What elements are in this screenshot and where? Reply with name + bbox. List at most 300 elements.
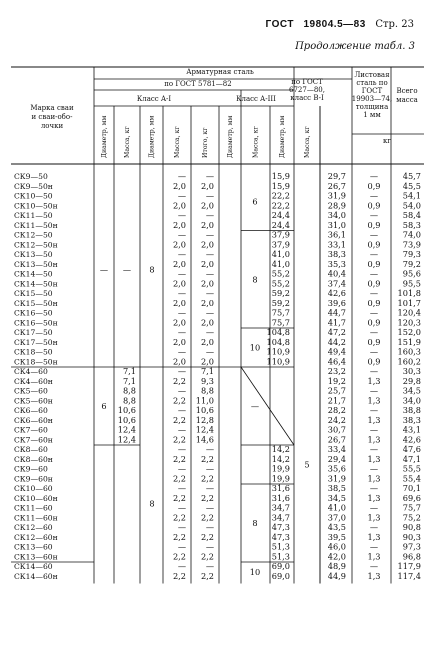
table-cell: 69,6 [402,492,421,503]
vertical-col-header: Масса, кг [252,126,260,158]
table-cell: 160,2 [397,356,421,367]
table-cell: 2,0 [200,336,214,347]
table-cell: 47,2 [327,327,346,337]
row-mark: СК14—50 [14,269,53,279]
table-cell: 42,6 [402,434,421,445]
table-cell: 30,3 [402,366,421,376]
table-cell: 42,6 [327,288,346,298]
sheet-header: Листовая [354,71,390,79]
table-cell: 43,5 [327,522,346,532]
table-cell: — [205,502,214,513]
a1-diam-g1: — [99,264,109,275]
sheet-header: ГОСТ [361,87,383,95]
table-cell: — [177,171,186,181]
table-cell: — [369,307,379,318]
table-cell: 0,9 [367,336,381,347]
table-cell: 95,5 [402,278,421,289]
table-cell: 10,6 [117,414,136,425]
table-cell: 1,3 [367,473,381,484]
table-cell: 34,5 [327,492,346,503]
table-cell: 0,9 [367,356,381,367]
table-cell: 12,4 [117,424,136,435]
gost6727-header: 6727—80, [289,86,325,94]
table-cell: 49,4 [327,346,346,357]
table-cell: 39,6 [327,297,346,308]
table-cell: — [177,502,186,513]
table-cell: 44,2 [327,336,346,347]
table-cell: 110,9 [266,346,290,357]
table-cell: 41,0 [271,249,290,259]
table-cell: — [369,268,379,279]
row-mark: СК10—60н [14,493,58,503]
table-cell: — [177,385,186,396]
table-cell: 2,2 [200,531,214,542]
table-cell: 160,3 [397,346,421,357]
table-cell: 46,4 [327,356,346,367]
table-cell: 2,0 [172,336,186,347]
table-cell: 2,2 [200,570,214,581]
table-cell: — [177,288,186,298]
table-cell: 2,0 [200,278,214,289]
table-cell: 110,9 [266,356,290,367]
table-cell: — [177,366,186,376]
row-mark: СК7—60н [14,435,53,445]
table-cell: 48,9 [327,561,346,571]
table-cell: 15,9 [271,180,290,191]
table-cell: 73,9 [402,239,421,250]
row-mark: СК4—60н [14,376,53,386]
table-cell: 29,7 [327,171,346,181]
table-cell: 37,4 [327,278,346,289]
table-cell: 79,2 [402,258,421,269]
table-cell: — [177,463,186,474]
table-cell: 2,2 [172,492,186,503]
table-cell: 38,3 [327,249,346,259]
table-cell: — [369,366,379,376]
row-mark: СК6—60н [14,415,53,425]
row-mark: СК12—50 [14,230,53,240]
table-cell: 75,2 [402,512,421,523]
table-cell: — [369,405,379,415]
table-cell: 41,0 [327,502,346,513]
table-cell: 1,3 [367,395,381,406]
table-cell: 24,4 [271,210,290,220]
table-cell: — [205,463,214,474]
table-cell: 152,0 [397,327,421,337]
table-cell: 25,7 [327,385,346,396]
table-cell: 1,3 [367,434,381,445]
table-cell: 120,3 [397,317,421,328]
table-cell: — [369,210,379,220]
table-cell: 9,3 [200,375,214,386]
table-cell: 59,2 [271,297,290,308]
class-a1-header: Класс A-I [136,95,172,103]
table-cell: 95,6 [402,268,421,279]
table-cell: 55,4 [402,473,421,484]
vertical-col-header: Диаметр, мм [227,115,234,158]
table-cell: 2,0 [172,200,186,211]
row-mark: СК11—60н [14,513,58,523]
table-cell: 104,8 [266,327,290,337]
table-cell: 37,9 [271,229,290,240]
row-mark: СК15—50н [14,298,58,308]
table-cell: 55,5 [402,463,421,474]
table-cell: 2,2 [200,492,214,503]
b1-diam: 5 [304,459,310,470]
table-cell: — [369,541,379,552]
table-cell: — [369,522,379,532]
row-mark: СК9—50 [14,172,48,181]
table-cell: 101,8 [397,288,421,298]
table-cell: 2,2 [200,453,214,464]
table-cell: 0,9 [367,219,381,230]
row-mark: СК6—60 [14,406,48,415]
gost6727-header: класс B-I [290,94,324,102]
table-cell: 58,3 [402,219,421,230]
table-cell: 2,0 [172,239,186,250]
table-cell: 37,0 [327,512,346,523]
table-cell: 2,0 [172,297,186,308]
table-cell: 0,9 [367,239,381,250]
row-mark: СК17—50 [14,328,53,337]
table-cell: 8,8 [122,385,136,396]
table-cell: 34,0 [327,210,346,220]
table-cell: 2,0 [172,317,186,328]
table-cell: — [369,561,379,571]
table-cell: — [205,307,214,318]
table-cell: — [369,190,379,201]
table-cell: 35,3 [327,258,346,269]
table-cell: 2,2 [172,375,186,386]
table-cell: — [177,522,186,532]
table-cell: 117,9 [397,561,421,571]
table-cell: — [177,268,186,279]
table-cell: 2,0 [172,356,186,367]
table-cell: 26,7 [327,434,346,445]
row-mark: СК4—60 [14,367,48,376]
table-cell: 96,8 [402,551,421,562]
gost-number: 19804.5—83 [303,19,366,30]
row-mark: СК14—50н [14,279,58,289]
table-cell: — [369,463,379,474]
sheet-header: толщина [355,103,389,111]
table-cell: 1,3 [367,512,381,523]
table-cell: 120,4 [397,307,421,318]
table-cell: 33,1 [327,239,346,250]
vertical-col-header: Масса, кг [304,126,311,158]
table-cell: 11,0 [195,395,214,406]
table-cell: 2,2 [172,531,186,542]
table-cell: — [369,444,379,454]
table-cell: 2,2 [200,551,214,562]
table-cell: 24,4 [271,219,290,230]
table-cell: 22,2 [271,190,290,201]
table-cell: — [205,483,214,493]
vertical-col-header: Масса, кг [124,126,131,158]
table-cell: — [369,288,379,298]
table-cell: 1,3 [367,551,381,562]
vertical-col-header: Диаметр, мм [101,115,108,158]
table-cell: — [177,249,186,259]
table-cell: 41,0 [271,258,290,269]
table-cell: 34,7 [271,502,290,513]
table-cell: 19,9 [271,473,290,484]
table-cell: — [205,171,214,181]
table-cell: 39,5 [327,531,346,542]
class-a3-header: Класс A-III [236,95,276,103]
vertical-col-header: Диаметр, мм [148,115,156,158]
row-mark: СК15—50 [14,289,53,298]
table-cell: 2,2 [172,512,186,523]
table-cell: 8,8 [122,395,136,406]
table-cell: 69,0 [271,570,290,581]
row-mark: СК7—60 [14,425,48,435]
table-cell: 44,7 [327,307,346,318]
table-cell: 45,5 [402,180,421,191]
table-cell: 51,3 [271,541,290,552]
table-cell: 31,9 [327,473,346,484]
table-cell: 14,2 [271,444,290,454]
table-cell: 0,9 [367,200,381,211]
table-cell: — [205,561,214,571]
table-cell: 2,2 [172,473,186,484]
sheet-header: 1 мм [363,111,381,119]
table-cell: 10,6 [117,405,136,415]
table-cell: 79,3 [402,249,421,259]
table-cell: 101,7 [397,297,421,308]
table-cell: — [177,444,186,454]
table-cell: — [205,229,214,240]
row-mark: СК13—60н [14,552,58,562]
table-cell: 90,8 [402,522,421,532]
table-cell: — [205,346,214,357]
table-cell: 31,6 [271,483,290,493]
unit-kg-header: кг [382,137,392,145]
sheet-header: сталь по [356,79,388,87]
table-cell: 51,3 [271,551,290,562]
table-cell: 2,2 [172,453,186,464]
table-cell: — [369,327,379,337]
table-cell: 2,0 [200,180,214,191]
row-mark: СК11—60 [14,503,53,513]
table-cell: 55,2 [271,278,290,289]
table-cell: 1,3 [367,570,381,581]
vertical-col-header: Диаметр, мм [279,115,286,158]
row-mark: СК14—60 [14,562,53,571]
row-mark: СК9—50н [14,181,53,191]
table-cell: 47,3 [271,531,290,542]
table-cell: 33,4 [327,444,346,454]
row-mark: СК12—60н [14,532,58,542]
row-mark: СК18—50 [14,347,53,357]
row-mark: СК13—50 [14,250,53,259]
vertical-col-header: Масса, кг [174,126,181,158]
table-cell: — [205,522,214,532]
table-cell: — [369,346,379,357]
table-cell: 58,4 [402,210,421,220]
sheet-header: 19903—74, [351,95,393,103]
table-cell: 28,9 [327,200,346,211]
table-cell: — [177,561,186,571]
table-cell: 1,3 [367,531,381,542]
table-cell: 75,7 [271,317,290,328]
table-cell: 12,8 [195,414,214,425]
gost6727-header: по ГОСТ [291,78,323,86]
table-cell: — [369,249,379,259]
table-cell: 29,4 [327,453,346,464]
table-cell: 37,9 [271,239,290,250]
table-cell: 29,8 [402,375,421,386]
a3-diam-g1: 10 [249,342,261,353]
a3-diam-g2: 10 [249,566,261,577]
table-cell: 47,6 [402,444,421,454]
table-cell: 31,0 [327,219,346,230]
table-cell: 2,0 [200,258,214,269]
table-cell: 10,6 [195,405,214,415]
mark-header: лочки [40,122,64,130]
table-cell: 2,2 [172,434,186,445]
row-mark: СК13—60 [14,542,53,552]
table-cell: — [177,346,186,357]
a3-diam-g1: 8 [252,274,258,285]
table-cell: 1,3 [367,453,381,464]
table-cell: 2,0 [200,239,214,250]
table-cell: 59,2 [271,288,290,298]
table-cell: 31,6 [271,492,290,503]
table-cell: 75,7 [271,307,290,318]
continuation-note: Продолжение табл. 3 [295,41,415,52]
table-cell: 24,2 [327,414,346,425]
table-cell: 2,0 [172,180,186,191]
table-cell: 2,0 [172,258,186,269]
a3-diam-g2: 8 [252,518,258,528]
row-mark: СК18—50н [14,357,58,367]
table-cell: 12,4 [195,424,214,435]
table-cell: 46,0 [327,541,346,552]
table-cell: 42,0 [327,551,346,562]
table-cell: 0,9 [367,180,381,191]
table-cell: — [369,483,379,493]
row-mark: СК16—50н [14,318,58,328]
table-cell: 2,2 [172,395,186,406]
row-mark: СК10—50 [14,191,53,201]
row-mark: СК9—60н [14,474,53,484]
table-cell: 47,3 [271,522,290,532]
table-cell: 2,2 [172,551,186,562]
table-cell: 8,8 [200,385,214,396]
table-cell: — [177,307,186,318]
table-cell: 14,6 [195,434,214,445]
table-cell: 38,5 [327,483,346,493]
row-mark: СК8—60н [14,454,53,464]
table-cell: 7,1 [122,375,136,386]
table-cell: 23,2 [327,366,346,376]
table-cell: — [177,229,186,240]
a2-diam-g2: 8 [149,498,155,509]
table-cell: 1,3 [367,414,381,425]
table-cell: 55,2 [271,268,290,279]
table-cell: — [369,171,379,181]
row-mark: СК10—60 [14,484,53,493]
table-cell: 0,9 [367,297,381,308]
table-cell: 31,9 [327,190,346,201]
table-cell: — [369,424,379,435]
table-cell: — [177,483,186,493]
table-cell: 2,0 [200,200,214,211]
table-cell: — [205,541,214,552]
row-mark: СК16—50 [14,308,53,318]
table-cell: — [205,268,214,279]
gost5781-header: по ГОСТ 5781—82 [164,80,232,88]
table-cell: 2,0 [200,356,214,367]
table-cell: — [205,288,214,298]
table-cell: — [177,327,186,337]
table-cell: 7,1 [200,366,214,376]
table-cell: 45,7 [402,171,421,181]
a3-diam-g2: — [250,401,260,411]
gost-label: ГОСТ [265,19,294,30]
table-cell: 36,1 [327,229,346,240]
vertical-col-header: Итого, кг [202,127,209,158]
table-cell: 2,0 [172,219,186,230]
table-cell: 1,3 [367,492,381,503]
table-cell: — [369,385,379,396]
table-cell: 34,5 [402,385,421,396]
row-mark: СК10—50н [14,201,58,211]
table-cell: — [369,502,379,513]
row-mark: СК14—60н [14,571,58,581]
row-mark: СК9—60 [14,464,48,474]
table-cell: 44,9 [327,570,346,581]
table-cell: 40,4 [327,268,346,279]
table-cell: 151,9 [397,336,421,347]
table-cell: 19,2 [327,375,346,386]
table-cell: 74,0 [402,229,421,240]
table-cell: 41,7 [327,317,346,328]
table-cell: — [177,424,186,435]
table-cell: 2,2 [200,473,214,484]
row-mark: СК5—60 [14,386,48,396]
table-cell: 28,2 [327,405,346,415]
row-mark: СК12—50н [14,240,58,250]
table-cell: — [205,190,214,201]
table-cell: — [177,405,186,415]
table-cell: 70,1 [402,483,421,493]
table-cell: 2,0 [200,219,214,230]
table-cell: 19,9 [271,463,290,474]
table-cell: 2,2 [200,512,214,523]
table-cell: 90,3 [402,531,421,542]
table-cell: 0,9 [367,317,381,328]
subgroup-rule [241,367,294,445]
table-cell: 75,7 [402,502,421,513]
row-mark: СК11—50н [14,220,58,230]
table-cell: 26,7 [327,180,346,191]
a1-mass-g1: — [122,264,132,275]
a3-diam-g1: 6 [252,196,258,207]
table-cell: 15,9 [271,171,290,181]
table-cell: 38,3 [402,414,421,425]
table-cell: 2,0 [172,278,186,289]
table-cell: — [177,210,186,220]
table-cell: 0,9 [367,258,381,269]
row-mark: СК17—50н [14,337,58,347]
table-cell: — [177,190,186,201]
a1-diam-g2: 6 [101,401,107,411]
table-cell: 30,7 [327,424,346,435]
table-cell: 1,3 [367,375,381,386]
table-cell: 2,0 [200,317,214,328]
